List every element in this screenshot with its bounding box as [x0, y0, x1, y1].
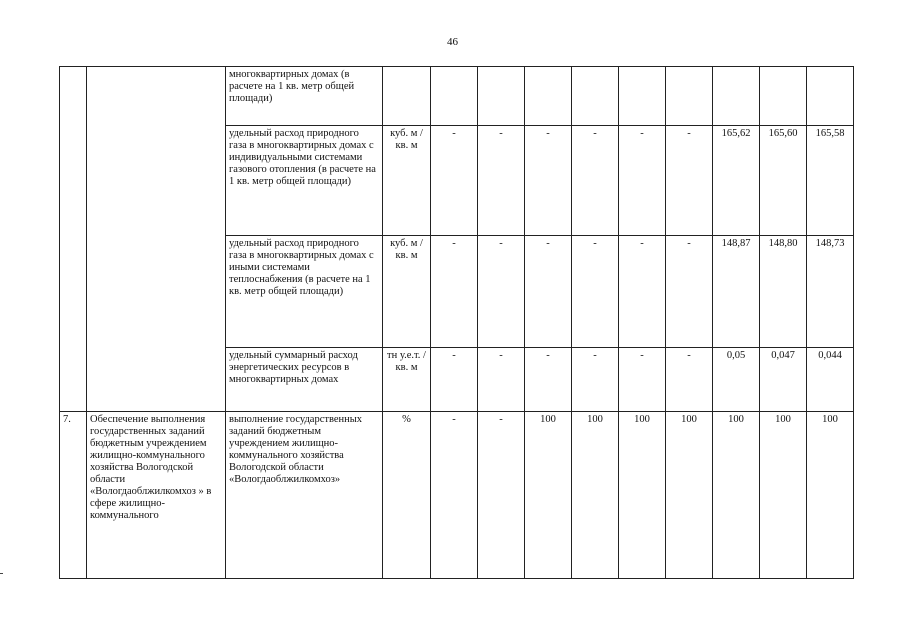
- table-row: [60, 412, 854, 579]
- value-cell: 100: [666, 412, 713, 579]
- value-cell: 100: [807, 412, 854, 579]
- value-cell: 100: [713, 412, 760, 579]
- value-cell: -: [619, 126, 666, 236]
- unit-cell: куб. м / кв. м: [383, 236, 431, 348]
- value-cell: 0,044: [807, 348, 854, 412]
- value-cell: [619, 67, 666, 126]
- value-cell: -: [478, 126, 525, 236]
- value-cell: -: [431, 348, 478, 412]
- row-number-cell: [60, 67, 87, 412]
- value-cell: 165,62: [713, 126, 760, 236]
- value-cell: 148,73: [807, 236, 854, 348]
- value-cell: 148,80: [760, 236, 807, 348]
- scan-edge-mark: [0, 573, 3, 574]
- unit-cell: куб. м / кв. м: [383, 126, 431, 236]
- value-cell: [431, 67, 478, 126]
- value-cell: -: [478, 236, 525, 348]
- unit-cell: тн у.е.т. / кв. м: [383, 348, 431, 412]
- value-cell: -: [525, 126, 572, 236]
- value-cell: [478, 67, 525, 126]
- value-cell: -: [666, 126, 713, 236]
- value-cell: -: [525, 348, 572, 412]
- value-cell: 100: [525, 412, 572, 579]
- value-cell: 0,047: [760, 348, 807, 412]
- value-cell: 100: [619, 412, 666, 579]
- page-number: 46: [447, 36, 458, 48]
- unit-cell: [383, 67, 431, 126]
- value-cell: -: [619, 348, 666, 412]
- value-cell: -: [572, 348, 619, 412]
- task-cell: [87, 67, 226, 412]
- value-cell: -: [619, 236, 666, 348]
- task-cell: Обеспечение выполнения государственных заданий бюджетным учреждением жилищно-коммунального хозяйства Вологодской области «Вологдаоблжилкомхоз » в сфере жилищно-коммунального: [87, 412, 226, 579]
- value-cell: -: [572, 236, 619, 348]
- table-row: [60, 67, 854, 126]
- value-cell: 148,87: [713, 236, 760, 348]
- value-cell: [713, 67, 760, 126]
- indicators-table: [59, 66, 854, 579]
- value-cell: [525, 67, 572, 126]
- value-cell: -: [431, 412, 478, 579]
- value-cell: -: [431, 126, 478, 236]
- value-cell: 100: [572, 412, 619, 579]
- value-cell: 0,05: [713, 348, 760, 412]
- value-cell: -: [666, 236, 713, 348]
- value-cell: -: [572, 126, 619, 236]
- value-cell: 100: [760, 412, 807, 579]
- indicator-cell: удельный расход природного газа в многоквартирных домах с иными системами теплоснабжения (в расчете на 1 кв. метр общей площади): [226, 236, 383, 348]
- value-cell: 165,58: [807, 126, 854, 236]
- unit-cell: %: [383, 412, 431, 579]
- indicator-cell: удельный суммарный расход энергетических ресурсов в многоквартирных домах: [226, 348, 383, 412]
- value-cell: 165,60: [760, 126, 807, 236]
- value-cell: -: [478, 348, 525, 412]
- value-cell: [760, 67, 807, 126]
- indicator-cell: многоквартирных домах (в расчете на 1 кв. метр общей площади): [226, 67, 383, 126]
- value-cell: -: [525, 236, 572, 348]
- value-cell: [666, 67, 713, 126]
- value-cell: [572, 67, 619, 126]
- value-cell: [807, 67, 854, 126]
- value-cell: -: [666, 348, 713, 412]
- row-number-cell: 7.: [60, 412, 87, 579]
- value-cell: -: [431, 236, 478, 348]
- indicator-cell: удельный расход природного газа в многоквартирных домах с индивидуальными системами газового отопления (в расчете на 1 кв. метр общей площади): [226, 126, 383, 236]
- value-cell: -: [478, 412, 525, 579]
- indicator-cell: выполнение государственных заданий бюджетным учреждением жилищно-коммунального хозяйства Вологодской области «Вологдаоблжилкомхоз»: [226, 412, 383, 579]
